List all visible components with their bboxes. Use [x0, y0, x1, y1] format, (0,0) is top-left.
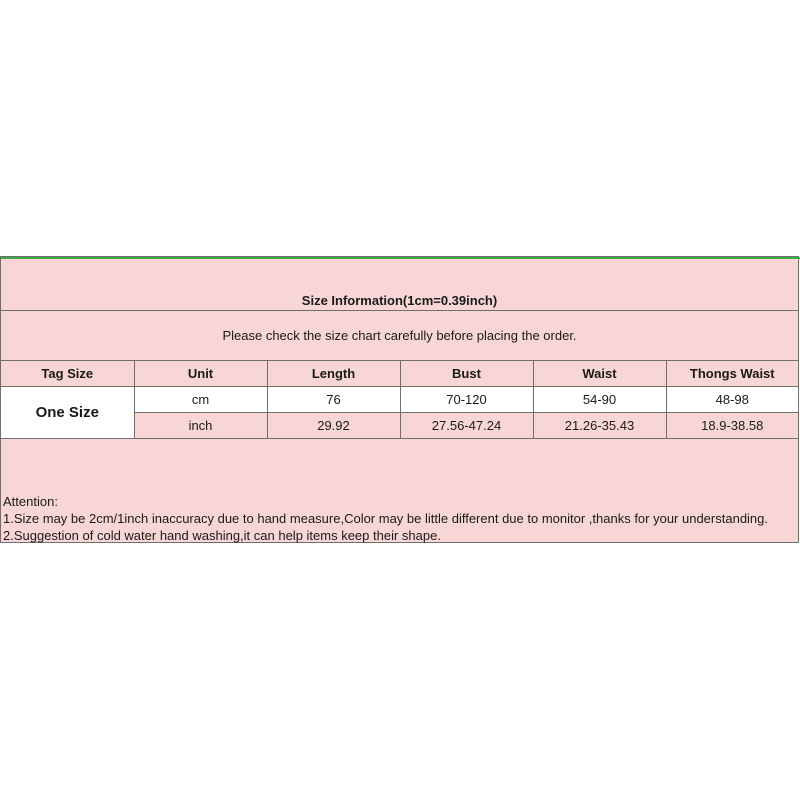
thongs-waist-cell: 18.9-38.58: [666, 413, 798, 439]
bust-cell: 70-120: [400, 387, 533, 413]
tag-size-cell: One Size: [1, 387, 134, 439]
table-header-row: [1, 360, 798, 387]
attention-note-2: 2.Suggestion of cold water hand washing,it can help items keep their shape.: [3, 528, 441, 543]
size-information-title: Size Information(1cm=0.39inch): [301, 293, 498, 308]
length-cell: 29.92: [267, 413, 400, 439]
length-cell: 76: [267, 387, 400, 413]
unit-cell: inch: [134, 413, 267, 439]
waist-cell: 54-90: [533, 387, 666, 413]
attention-note-1: 1.Size may be 2cm/1inch inaccuracy due to hand measure,Color may be little different due to monitor ,thanks for your understanding.: [3, 511, 769, 526]
header-tag-size: Tag Size: [1, 360, 134, 387]
size-information-sheet: [0, 256, 799, 543]
table-row: [1, 387, 798, 413]
attention-notes: [3, 493, 768, 544]
header-unit: Unit: [134, 360, 267, 387]
notice-row: [1, 311, 798, 361]
size-table: [1, 360, 798, 439]
waist-cell: 21.26-35.43: [533, 413, 666, 439]
header-bust: Bust: [400, 360, 533, 387]
thongs-waist-cell: 48-98: [666, 387, 798, 413]
unit-cell: cm: [134, 387, 267, 413]
bust-cell: 27.56-47.24: [400, 413, 533, 439]
header-waist: Waist: [533, 360, 666, 387]
header-thongs-waist: Thongs Waist: [666, 360, 798, 387]
attention-heading: Attention:: [3, 494, 58, 509]
title-row: [1, 257, 798, 311]
order-notice: Please check the size chart carefully before placing the order.: [222, 328, 577, 343]
header-length: Length: [267, 360, 400, 387]
